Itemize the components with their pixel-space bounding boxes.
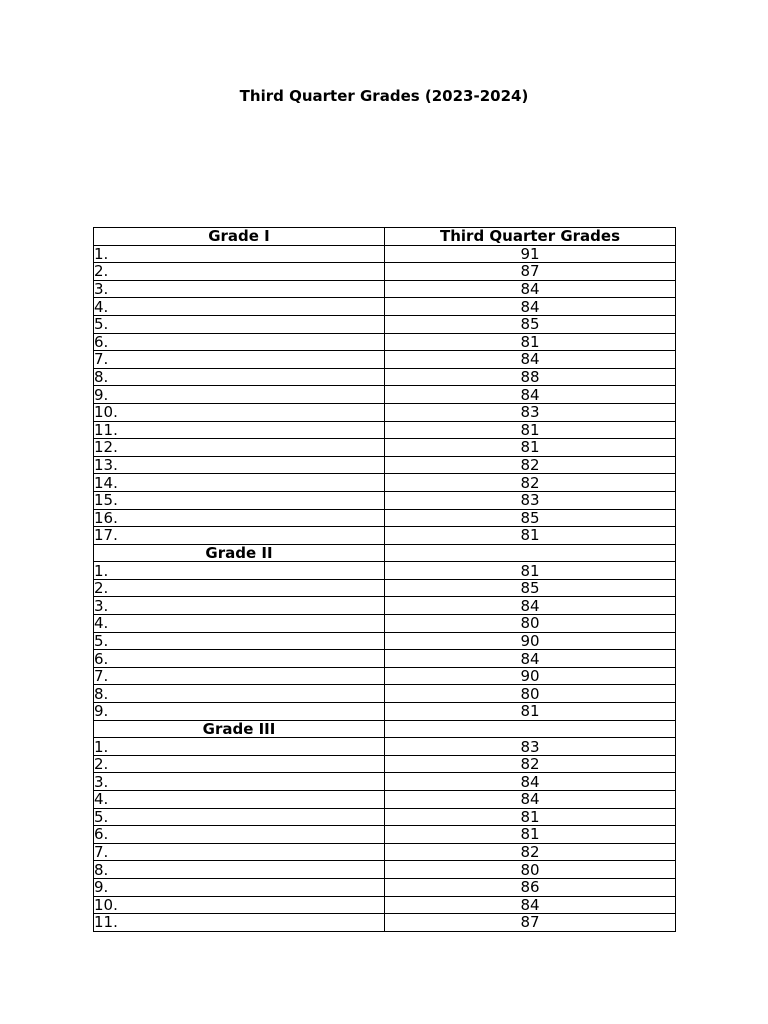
table-row — [94, 597, 676, 615]
table-row — [94, 562, 676, 580]
table-row — [94, 527, 676, 545]
student-number: 2. — [94, 755, 385, 773]
table-row — [94, 509, 676, 527]
section-empty-cell — [385, 720, 676, 738]
table-row — [94, 280, 676, 298]
table-row — [94, 843, 676, 861]
student-number: 8. — [94, 368, 385, 386]
grade-value: 82 — [385, 456, 676, 474]
grade-value: 81 — [385, 808, 676, 826]
grade-value: 84 — [385, 351, 676, 369]
grade-value: 80 — [385, 861, 676, 879]
student-number: 1. — [94, 562, 385, 580]
student-number: 9. — [94, 703, 385, 721]
table-row — [94, 685, 676, 703]
table-row — [94, 755, 676, 773]
table-row — [94, 579, 676, 597]
grade-value: 81 — [385, 826, 676, 844]
table-row — [94, 791, 676, 809]
student-number: 14. — [94, 474, 385, 492]
grade-value: 84 — [385, 386, 676, 404]
student-number: 8. — [94, 861, 385, 879]
grade-value: 84 — [385, 298, 676, 316]
grade-value: 80 — [385, 615, 676, 633]
grade-value: 81 — [385, 439, 676, 457]
student-number: 3. — [94, 280, 385, 298]
student-number: 6. — [94, 650, 385, 668]
student-number: 7. — [94, 667, 385, 685]
grades-table — [93, 227, 676, 932]
student-number: 17. — [94, 527, 385, 545]
grade-value: 82 — [385, 843, 676, 861]
grade-value: 90 — [385, 667, 676, 685]
student-number: 10. — [94, 896, 385, 914]
table-row — [94, 703, 676, 721]
grade-value: 84 — [385, 896, 676, 914]
grade-value: 82 — [385, 755, 676, 773]
table-row — [94, 650, 676, 668]
column-header-quarter-grades: Third Quarter Grades — [385, 228, 676, 246]
document-title: Third Quarter Grades (2023-2024) — [239, 87, 529, 105]
grade-value: 81 — [385, 421, 676, 439]
student-number: 2. — [94, 579, 385, 597]
student-number: 4. — [94, 615, 385, 633]
grade-value: 88 — [385, 368, 676, 386]
grade-value: 85 — [385, 315, 676, 333]
table-row — [94, 615, 676, 633]
table-row — [94, 245, 676, 263]
student-number: 4. — [94, 791, 385, 809]
table-row — [94, 632, 676, 650]
student-number: 5. — [94, 315, 385, 333]
grade-value: 87 — [385, 914, 676, 932]
grade-value: 84 — [385, 280, 676, 298]
table-row — [94, 386, 676, 404]
grade-value: 91 — [385, 245, 676, 263]
student-number: 7. — [94, 351, 385, 369]
grade-value: 80 — [385, 685, 676, 703]
student-number: 10. — [94, 403, 385, 421]
student-number: 2. — [94, 263, 385, 281]
student-number: 13. — [94, 456, 385, 474]
table-row — [94, 298, 676, 316]
grade-value: 86 — [385, 878, 676, 896]
section-row — [94, 720, 676, 738]
grade-value: 84 — [385, 650, 676, 668]
grade-value: 85 — [385, 509, 676, 527]
table-row — [94, 456, 676, 474]
grade-value: 81 — [385, 333, 676, 351]
student-number: 1. — [94, 738, 385, 756]
student-number: 8. — [94, 685, 385, 703]
grade-value: 83 — [385, 491, 676, 509]
table-row — [94, 826, 676, 844]
table-row — [94, 474, 676, 492]
table-row — [94, 421, 676, 439]
grade-value: 90 — [385, 632, 676, 650]
grade-value: 85 — [385, 579, 676, 597]
table-row — [94, 315, 676, 333]
table-body — [94, 245, 676, 931]
grade-value: 84 — [385, 597, 676, 615]
table-row — [94, 861, 676, 879]
grade-value: 84 — [385, 791, 676, 809]
table-row — [94, 896, 676, 914]
table-header-row — [94, 228, 676, 246]
student-number: 5. — [94, 632, 385, 650]
student-number: 12. — [94, 439, 385, 457]
student-number: 4. — [94, 298, 385, 316]
student-number: 1. — [94, 245, 385, 263]
student-number: 7. — [94, 843, 385, 861]
student-number: 6. — [94, 826, 385, 844]
section-label: Grade III — [94, 720, 385, 738]
student-number: 11. — [94, 421, 385, 439]
table-row — [94, 491, 676, 509]
table-row — [94, 808, 676, 826]
table-row — [94, 667, 676, 685]
grade-value: 87 — [385, 263, 676, 281]
grade-value: 83 — [385, 403, 676, 421]
table-row — [94, 403, 676, 421]
grade-value: 81 — [385, 527, 676, 545]
table-row — [94, 351, 676, 369]
student-number: 3. — [94, 773, 385, 791]
table-row — [94, 914, 676, 932]
table-row — [94, 368, 676, 386]
grade-value: 81 — [385, 562, 676, 580]
section-label: Grade II — [94, 544, 385, 562]
table-row — [94, 263, 676, 281]
student-number: 9. — [94, 878, 385, 896]
table-row — [94, 738, 676, 756]
table-row — [94, 333, 676, 351]
grade-value: 81 — [385, 703, 676, 721]
grade-value: 83 — [385, 738, 676, 756]
grade-value: 84 — [385, 773, 676, 791]
student-number: 6. — [94, 333, 385, 351]
column-header-grade: Grade I — [94, 228, 385, 246]
student-number: 11. — [94, 914, 385, 932]
student-number: 3. — [94, 597, 385, 615]
student-number: 15. — [94, 491, 385, 509]
student-number: 16. — [94, 509, 385, 527]
table-row — [94, 773, 676, 791]
table-row — [94, 878, 676, 896]
student-number: 9. — [94, 386, 385, 404]
table-row — [94, 439, 676, 457]
grade-value: 82 — [385, 474, 676, 492]
section-empty-cell — [385, 544, 676, 562]
section-row — [94, 544, 676, 562]
student-number: 5. — [94, 808, 385, 826]
